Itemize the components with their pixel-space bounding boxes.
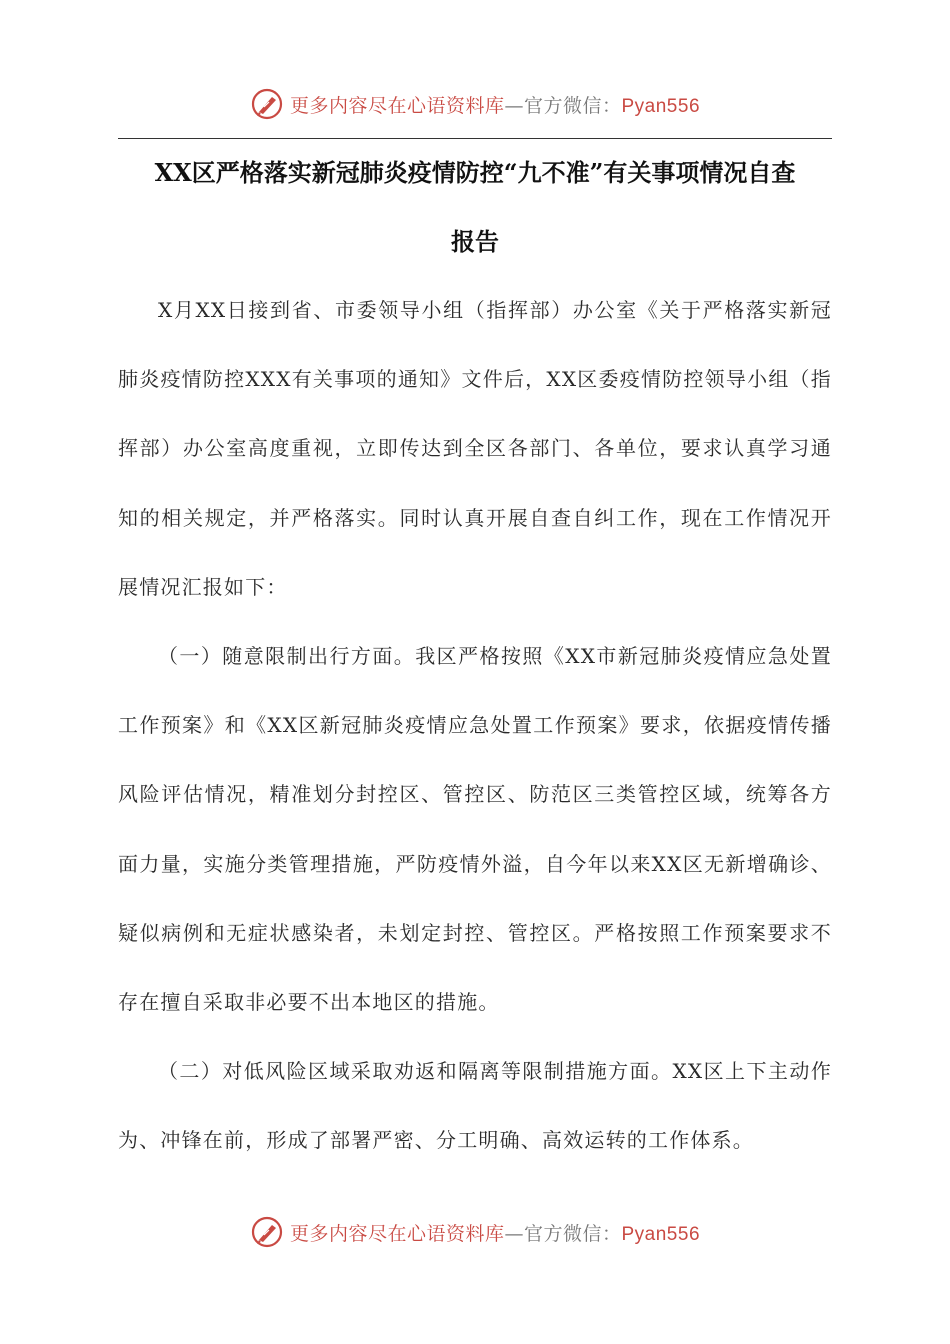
- title-line-2: 报告: [451, 227, 499, 256]
- watermark-banner-bottom: [0, 1212, 950, 1252]
- watermark-wechat-id: Pyan556: [621, 95, 701, 117]
- watermark-dash: —: [504, 94, 524, 117]
- watermark-dash: —: [504, 1222, 524, 1245]
- watermark-wechat-label: 官方微信：: [523, 1222, 622, 1245]
- watermark-wechat-id: Pyan556: [621, 1223, 701, 1245]
- watermark-wechat-label: 官方微信：: [523, 94, 622, 117]
- title-line-1: XX区严格落实新冠肺炎疫情防控“九不准”有关事项情况自查: [154, 158, 796, 187]
- paragraph-section-2: （二）对低风险区域采取劝返和隔离等限制措施方面。XX区上下主动作为、冲锋在前，形成了部署严密、分工明确、高效运转的工作体系。: [118, 1059, 832, 1153]
- paragraph-section-1: （一）随意限制出行方面。我区严格按照《XX市新冠肺炎疫情应急处置工作预案》和《XX区新冠肺炎疫情应急处置工作预案》要求，依据疫情传播风险评估情况，精准划分封控区、管控区、防范区三类管控区域，统筹各方面力量，实施分类管理措施，严防疫情外溢，自今年以来XX区无新增确诊、疑似病例和无症状感染者，未划定封控、管控区。严格按照工作预案要求不存在擅自采取非必要不出本地区的措施。: [118, 644, 832, 1015]
- watermark-banner-top: [0, 84, 950, 124]
- paragraph-intro: X月XX日接到省、市委领导小组（指挥部）办公室《关于严格落实新冠肺炎疫情防控XXX有关事项的通知》文件后，XX区委疫情防控领导小组（指挥部）办公室高度重视，立即传达到全区各部门、各单位，要求认真学习通知的相关规定，并严格落实。同时认真开展自查自纠工作，现在工作情况开展情况汇报如下：: [118, 298, 832, 599]
- document-body: [118, 138, 832, 1176]
- document-title: [118, 138, 832, 276]
- watermark-text: 更多内容尽在心语资料库: [289, 1222, 505, 1245]
- pen-nib-logo-icon: [250, 87, 284, 121]
- pen-nib-logo-icon: [250, 1215, 284, 1249]
- watermark-text: 更多内容尽在心语资料库: [289, 94, 505, 117]
